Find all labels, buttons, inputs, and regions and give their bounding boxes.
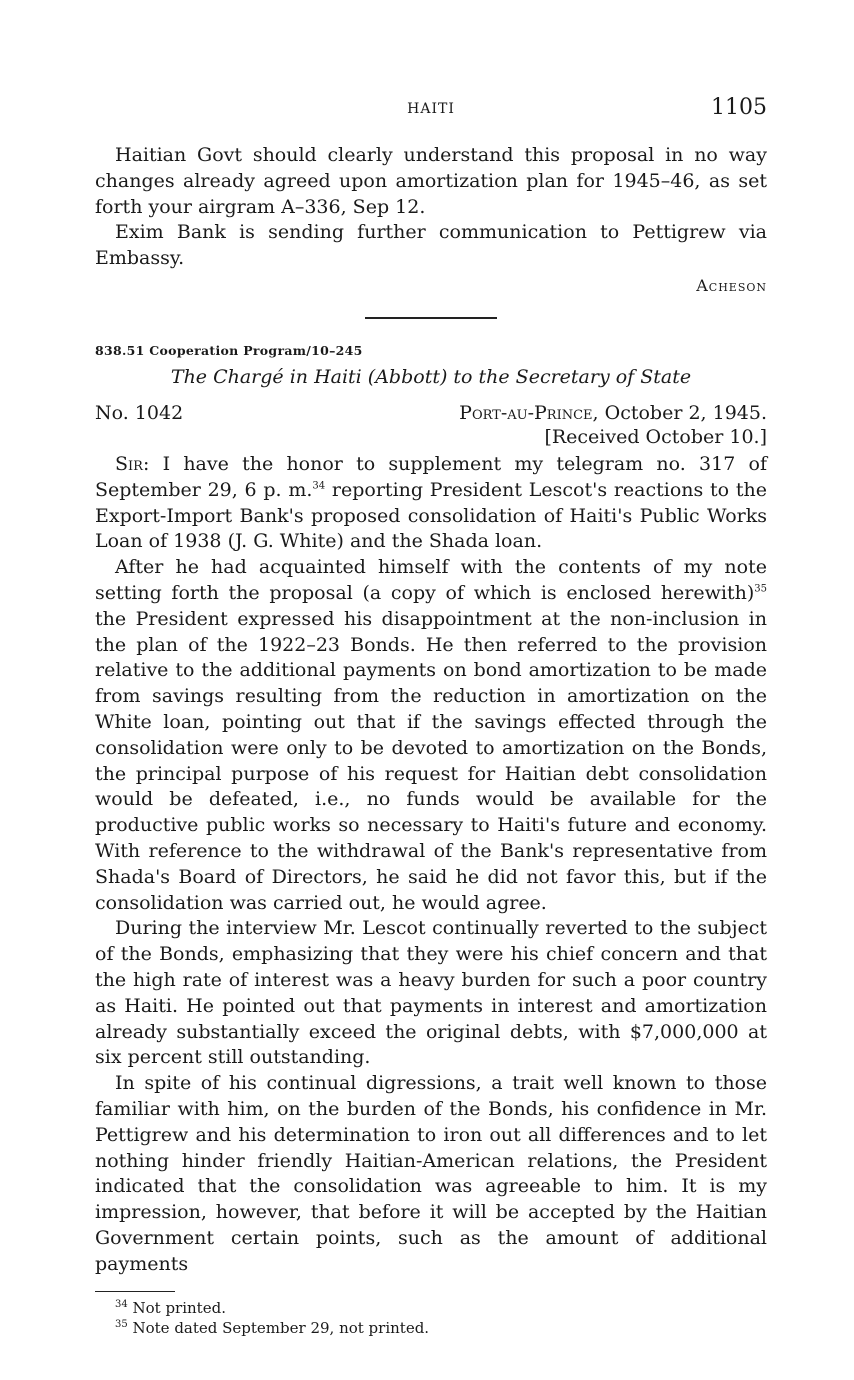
running-head: HAITI bbox=[407, 101, 455, 117]
dateline bbox=[459, 402, 767, 424]
page bbox=[95, 0, 767, 1338]
prev-paragraph-2: Exim Bank is sending further communication to Pettigrew via Embassy. bbox=[95, 221, 767, 270]
footnote-34: $^{34}$ Not printed. bbox=[115, 1299, 226, 1318]
document-number-line bbox=[95, 402, 767, 424]
received-date: [Received October 10.] bbox=[544, 425, 767, 448]
dateline-place: Port-au-Prince, bbox=[459, 401, 599, 424]
body-paragraph-3: During the interview Mr. Lescot continually reverted to the subject of the Bonds, emphasizing that they were his chief concern and that the high rate of interest was a heavy burden for such a poor country as Haiti. He pointed out that payments in interest and amortization already substantially exceed the original debts, with $7,000,000 at six percent still outstanding. bbox=[95, 917, 767, 1069]
footnote-ref-35[interactable]: 35 bbox=[754, 583, 767, 595]
section-divider bbox=[365, 317, 497, 319]
footnote-35: $^{35}$ Note dated September 29, not printed. bbox=[115, 1319, 430, 1338]
file-reference: 838.51 Cooperation Program/10–245 bbox=[95, 342, 363, 358]
prev-paragraph-1: Haitian Govt should clearly understand this proposal in no way changes already agreed upon amortization plan for 1945–46, as set forth your airgram A–336, Sep 12. bbox=[95, 144, 767, 218]
signature: Acheson bbox=[696, 275, 767, 295]
dateline-date: October 2, 1945. bbox=[598, 401, 767, 424]
footnote-divider bbox=[95, 1291, 175, 1292]
page-number: 1105 bbox=[711, 95, 767, 120]
body-paragraph-2: After he had acquainted himself with the contents of my note setting forth the proposal (a copy of which is enclosed herewith)$^{35}$ the President expressed his disappointment at the non-inclusion in the plan of the 1922–23 Bonds. He then referred to the provision relative to the additional payments on bond amortization to be made from savings resulting from the reduction in amortization on the White loan, pointing out that if the savings effected through the consolidation were only to be devoted to amortization on the Bonds, the principal purpose of his request for Haitian debt consolidation would be defeated, i.e., no funds would be available for the productive public works so necessary to Haiti's future and economy. With reference to the withdrawal of the Bank's representative from Shada's Board of Directors, he said he did not favor this, but if the consolidation was carried out, he would agree. bbox=[95, 556, 767, 914]
page-header bbox=[95, 95, 767, 125]
body-paragraph-4: In spite of his continual digressions, a trait well known to those familiar with him, on the burden of the Bonds, his confidence in Mr. Pettigrew and his determination to iron out all differences and to let nothing hinder friendly Haitian-American relations, the President indicated that the consolidation was agreeable to him. It is my impression, however, that before it will be accepted by the Haitian Government certain points, such as the amount of additional payments bbox=[95, 1072, 767, 1275]
footnote-ref-34[interactable]: 34 bbox=[312, 480, 326, 492]
document-number: No. 1042 bbox=[95, 401, 184, 424]
salutation: Sir: bbox=[115, 452, 150, 475]
body-paragraph-1: Sir: I have the honor to supplement my telegram no. 317 of September 29, 6 p. m.$^{34}$ reporting President Lescot's reactions to the Export-Import Bank's proposed consolidation of Haiti's Public Works Loan of 1938 (J. G. White) and the Shada loan. bbox=[95, 452, 767, 553]
document-title: The Chargé in Haiti (Abbott) to the Secretary of State bbox=[170, 365, 692, 388]
